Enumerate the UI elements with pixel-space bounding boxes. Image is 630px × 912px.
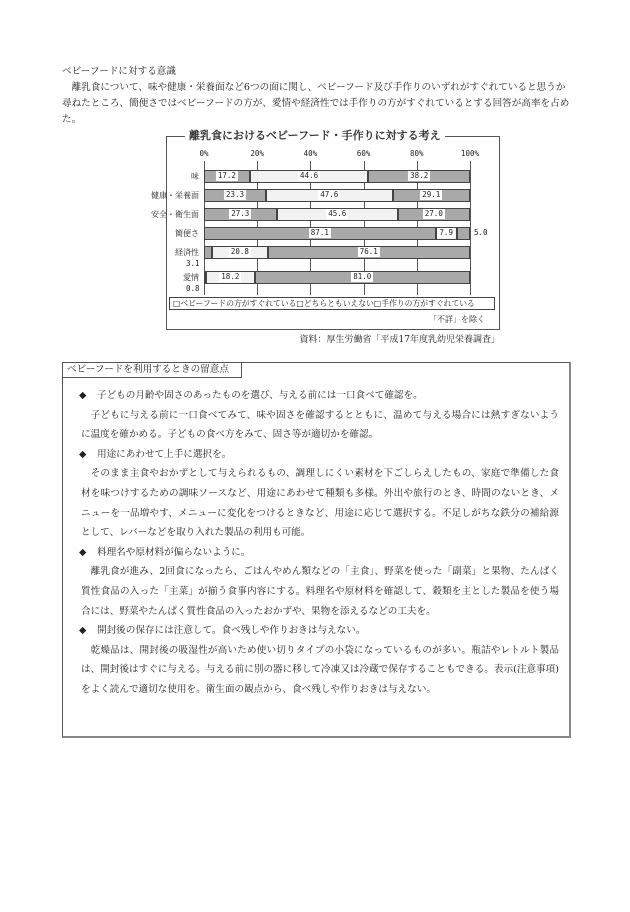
note-body: 離乳食が進み、2回食になったら、ごはんやめん類などの「主食」、野菜を使った「副菜」と果物、たんぱく質性食品の入った「主菜」が揃う食事内容にする。料理名や原材料を確認して、穀類を主とした製品を使う場合には、野菜やたんぱく質性食品の入ったおかずや、果物を添えるなどの工夫を。: [81, 566, 559, 617]
x-tick-label: 60%: [356, 149, 371, 158]
intro-paragraph: 離乳食について、味や健康・栄養面など6つの面に関し、ベビーフード及び手作りのいずれがすぐれていると思うか尋ねたところ、簡便さではベビーフードの方が、愛情や経済性では手作りの方がすぐれているとする回答が高率を占めた。: [62, 82, 570, 125]
data-label: 27.0: [424, 209, 443, 218]
category-label: 簡便さ: [175, 229, 199, 238]
x-tick-label: 80%: [410, 149, 424, 158]
note-body: そのまま主食やおかずとして与えられるもの、調理しにくい素材を下ごしらえしたもの、家庭で準備した食材を味つけするための調味ソースなど、用途にあわせて種類も多様。外出や旅行のとき、時間のないとき、メニューを一品増やす、メニューに変化をつけるときなど、用途に応じて選択する。不足しがちな鉄分の補給源として、レバーなどを取り入れた製品の利用も可能。: [81, 468, 559, 539]
data-label: 20.8: [230, 247, 249, 256]
data-label: 29.1: [422, 190, 441, 199]
diamond-bullet-icon: ◆: [79, 546, 87, 558]
note-heading-text: 料理名や原材料が偏らないように。: [97, 546, 251, 558]
chart-source: 資料：厚生労働省「平成17年度乳幼児栄養調査」: [299, 335, 500, 345]
data-label: 47.6: [320, 190, 339, 199]
data-label: 81.0: [353, 272, 372, 281]
note-heading: [79, 386, 559, 406]
data-label: 45.6: [328, 209, 347, 218]
chart-legend: □ベビーフードの方がすぐれている□どちらともいえない□手作りの方がすぐれている: [169, 297, 495, 310]
data-label: 5.0: [474, 228, 488, 237]
note-item: [79, 386, 559, 445]
diamond-bullet-icon: ◆: [79, 390, 87, 401]
x-tick-label: 0%: [199, 149, 209, 158]
note-heading-text: 子どもの月齢や固さのあったものを選び、与える前には一口食べて確認を。: [97, 390, 423, 401]
notes-list: [79, 386, 559, 700]
category-label: 安全・衛生面: [151, 210, 199, 219]
note-heading: [79, 543, 559, 563]
note-item: [79, 621, 559, 699]
data-label: 44.6: [300, 171, 319, 180]
note-item: [79, 543, 559, 621]
note-heading-text: 用途にあわせて上手に選択を。: [97, 448, 232, 460]
gridline: [470, 161, 471, 295]
note-heading: [79, 621, 559, 641]
notes-box: [62, 362, 571, 738]
x-tick-label: 100%: [460, 149, 480, 158]
note-heading: [79, 445, 559, 465]
data-label: 38.2: [410, 171, 429, 180]
note-body: 子どもに与える前に一口食べてみて、味や固さを確認するとともに、温めて与える場合には熱すぎないように温度を確かめる。子どもの食べ方をみて、固さ等が適切かを確認。: [81, 409, 559, 441]
data-label: 7.9: [439, 228, 453, 237]
data-label: 18.2: [221, 272, 240, 281]
notes-box-title: ベビーフードを利用するときの留意点: [62, 362, 242, 378]
intro-section: [62, 64, 574, 128]
data-label: 27.3: [231, 209, 250, 218]
category-label: 味: [191, 172, 199, 181]
category-label: 経済性: [175, 248, 199, 257]
bar-segment: [457, 227, 470, 240]
x-tick-label: 20%: [250, 149, 264, 158]
data-label: 0.8: [186, 284, 200, 293]
data-label: 23.3: [225, 190, 245, 199]
note-heading-text: 開封後の保存には注意して。食べ残しや作りおきは与えない。: [97, 625, 366, 637]
chart-title: 離乳食におけるベビーフード・手作りに対する考え: [185, 129, 445, 143]
diamond-bullet-icon: ◆: [79, 625, 87, 637]
diamond-bullet-icon: ◆: [79, 448, 87, 460]
chart-note: 「不詳」を除く: [429, 315, 485, 324]
data-label: 87.1: [310, 228, 329, 237]
data-label: 17.2: [217, 171, 236, 180]
bar-segment: [204, 246, 212, 259]
category-label: 愛情: [183, 273, 199, 282]
intro-heading: ベビーフードに対する意識: [62, 66, 176, 77]
x-tick-label: 40%: [303, 149, 318, 158]
note-body: 乾燥品は、開封後の吸湿性が高いため使い切りタイプの小袋になっているものが多い。瓶詰やレトルト製品は、開封後はすぐに与える。与える前に別の器に移して冷凍又は冷蔵で保存することもできる。表示(注意事項)をよく読んで適切な使用を。衛生面の観点から、食べ残しや作りおきは与えない。: [81, 644, 559, 695]
note-item: [79, 445, 559, 543]
data-label: 3.1: [186, 259, 200, 268]
data-label: 76.1: [359, 247, 378, 256]
category-label: 健康・栄養面: [151, 191, 199, 200]
stacked-bar-chart: [151, 129, 500, 330]
